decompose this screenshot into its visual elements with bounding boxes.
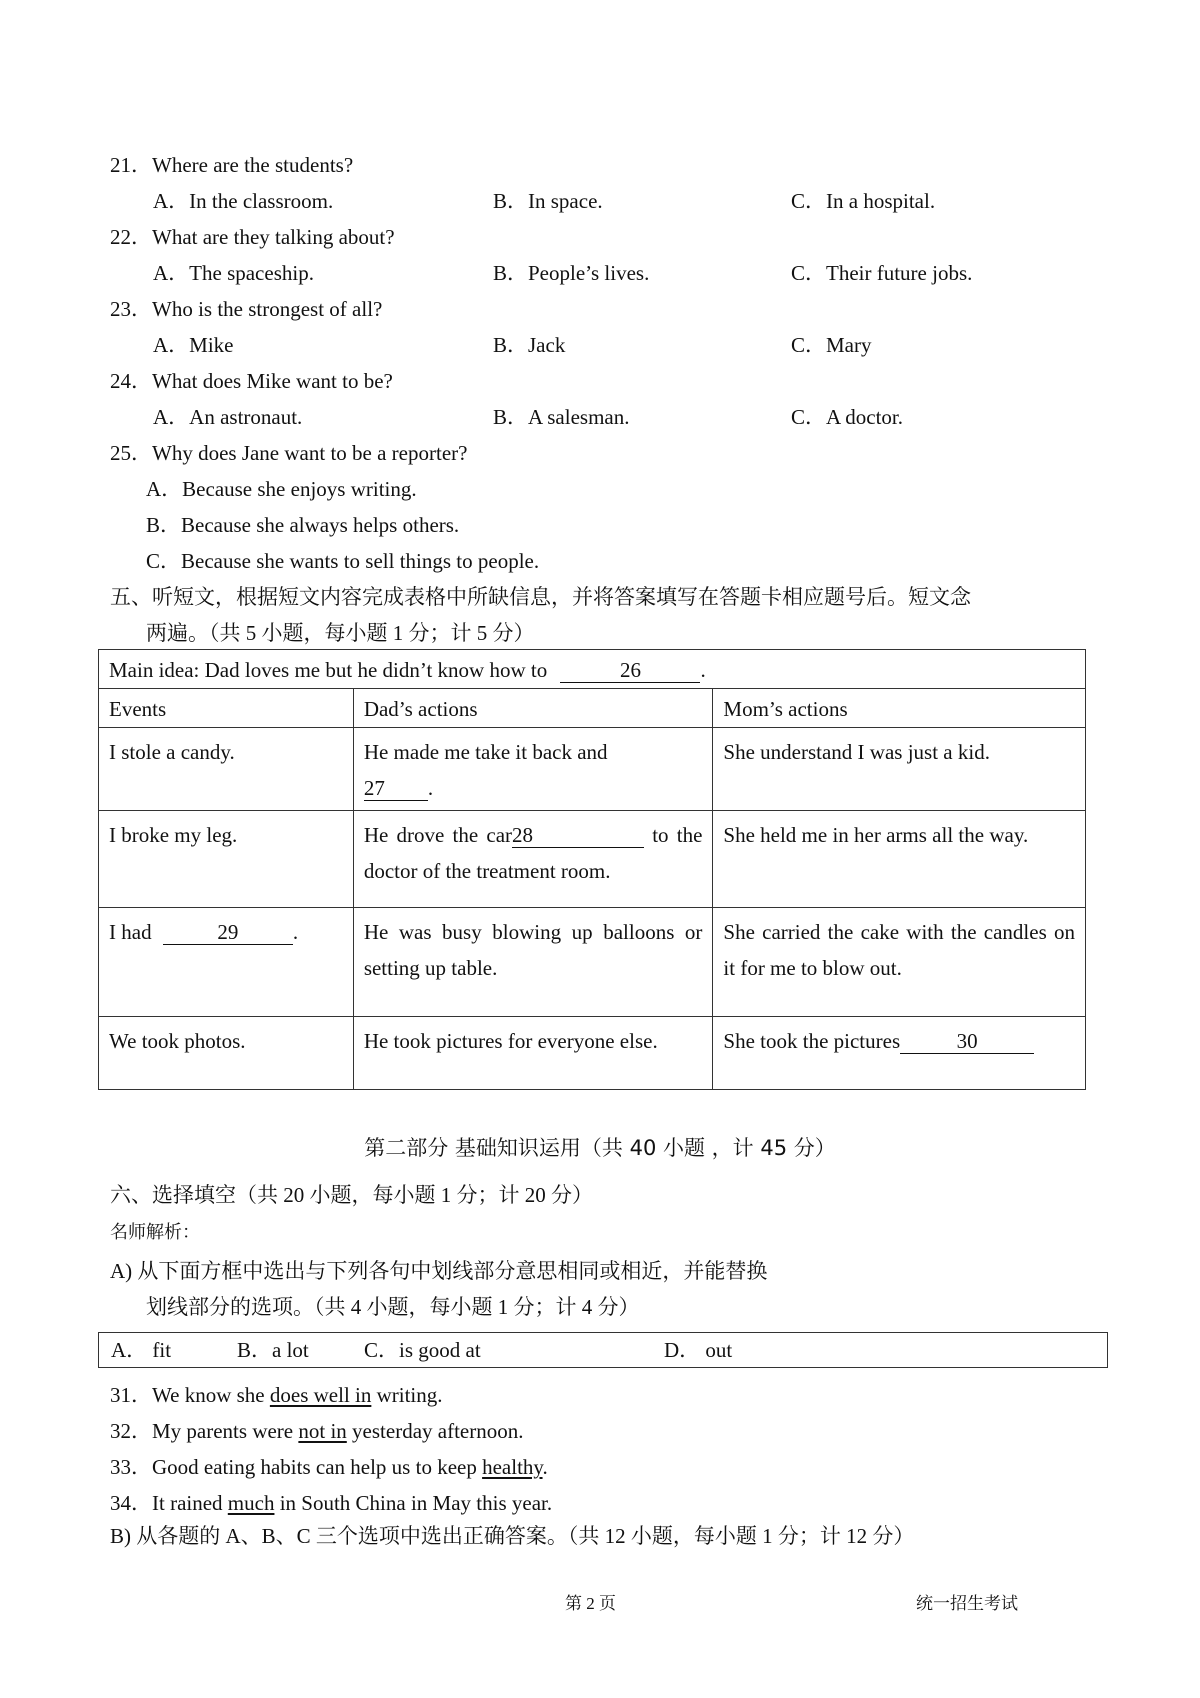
option-b: B．People’s lives.: [493, 261, 650, 285]
listening-table: [98, 649, 1086, 1090]
box-option-a: A． fit: [111, 1338, 172, 1362]
sentence-pre: 31．We know she: [110, 1383, 270, 1407]
dad-cell: He took pictures for everyone else.: [353, 1017, 713, 1090]
option-b: B．Jack: [493, 333, 566, 357]
dad-text-pre: He drove the car: [363, 823, 513, 847]
table-row: [99, 728, 1086, 811]
box-option-d: D． out: [664, 1338, 733, 1362]
page-number: 第 2 页: [565, 1594, 616, 1613]
option-a: A．An astronaut.: [153, 405, 303, 429]
part-title: 第二部分 基础知识运用（共 40 小题 ，计 45 分）: [364, 1136, 836, 1160]
event-end: .: [292, 920, 299, 944]
question-stem: 21．Where are the students?: [110, 153, 354, 177]
dad-end: .: [427, 776, 434, 800]
section-heading: 六、选择填空（共 20 小题，每小题 1 分；计 20 分）: [110, 1183, 593, 1207]
option-a: A．Mike: [153, 333, 234, 357]
sentence-item: [110, 1453, 548, 1481]
question-stem: 23．Who is the strongest of all?: [110, 297, 383, 321]
sentence-item: [110, 1417, 523, 1445]
instruction-line: A) 从下面方框中选出与下列各句中划线部分意思相同或相近，并能替换: [110, 1259, 768, 1283]
sentence-pre: 34．It rained: [110, 1491, 228, 1515]
table-row: [99, 908, 1086, 1017]
section-heading-b: B) 从各题的 A、B、C 三个选项中选出正确答案。（共 12 小题，每小题 1 分；计 12 分）: [110, 1524, 915, 1548]
underlined-phrase: not in: [298, 1419, 347, 1443]
sentence-pre: 32．My parents were: [110, 1419, 299, 1443]
table-row: [99, 1017, 1086, 1090]
mom-cell: She held me in her arms all the way.: [713, 811, 1086, 908]
option-c: C．Mary: [791, 333, 872, 357]
option-c: C．A doctor.: [791, 405, 904, 429]
box-option-b: B．a lot: [237, 1338, 309, 1362]
underlined-phrase: much: [227, 1491, 275, 1515]
event-text-pre: I had: [109, 920, 152, 944]
sentence-post: in South China in May this year.: [274, 1491, 553, 1515]
answer-blank-27[interactable]: 27: [364, 776, 428, 801]
sentence-item: [110, 1489, 552, 1517]
option-b: B．Because she always helps others.: [146, 513, 460, 537]
answer-blank-29[interactable]: 29: [163, 920, 293, 945]
box-option-c: C．is good at: [364, 1338, 481, 1362]
dad-cell: [353, 728, 713, 811]
teacher-note: 名师解析：: [110, 1222, 200, 1242]
sentence-pre: 33．Good eating habits can help us to keep: [110, 1455, 483, 1479]
question-stem: 25．Why does Jane want to be a reporter?: [110, 441, 468, 465]
question-stem: 22．What are they talking about?: [110, 225, 395, 249]
option-a: A．In the classroom.: [153, 189, 334, 213]
answer-blank-30[interactable]: 30: [900, 1029, 1034, 1054]
event-cell: I stole a candy.: [99, 728, 354, 811]
sentence-post: .: [542, 1455, 548, 1479]
event-cell: We took photos.: [99, 1017, 354, 1090]
mom-cell: She carried the cake with the candles on it for me to blow out.: [713, 908, 1086, 1017]
options-box: [98, 1332, 1108, 1368]
option-a: A．The spaceship.: [153, 261, 314, 285]
question-stem: 24．What does Mike want to be?: [110, 369, 393, 393]
mom-text-pre: She took the pictures: [723, 1029, 901, 1053]
sentence-post: writing.: [371, 1383, 443, 1407]
header-mom-actions: Mom’s actions: [713, 689, 1086, 728]
sentence-item: [110, 1381, 443, 1409]
instruction-line-cont: 划线部分的选项。（共 4 小题，每小题 1 分；计 4 分）: [146, 1295, 640, 1319]
option-a: A．Because she enjoys writing.: [146, 477, 417, 501]
answer-blank-26[interactable]: 26: [560, 658, 700, 683]
main-idea-end: .: [700, 658, 706, 682]
mom-cell: [713, 1017, 1086, 1090]
option-c: C．Their future jobs.: [791, 261, 973, 285]
main-idea-text: Main idea: Dad loves me but he didn’t know how to: [109, 658, 548, 682]
sentence-post: yesterday afternoon.: [346, 1419, 524, 1443]
dad-text-post: to the doctor of the treatment room.: [363, 823, 703, 883]
exam-label: 统一招生考试: [916, 1594, 1018, 1613]
option-c: C．Because she wants to sell things to people.: [146, 549, 540, 573]
main-idea-cell: [99, 650, 1086, 689]
header-events: Events: [99, 689, 354, 728]
section-heading: 五、听短文，根据短文内容完成表格中所缺信息，并将答案填写在答题卡相应题号后。短文念: [110, 585, 971, 609]
event-cell: I broke my leg.: [99, 811, 354, 908]
header-dad-actions: Dad’s actions: [353, 689, 713, 728]
answer-blank-28[interactable]: 28: [512, 823, 644, 848]
mom-cell: She understand I was just a kid.: [713, 728, 1086, 811]
option-b: B．In space.: [493, 189, 603, 213]
underlined-phrase: healthy: [482, 1455, 543, 1479]
dad-cell: [353, 811, 713, 908]
dad-cell: He was busy blowing up balloons or setting up table.: [353, 908, 713, 1017]
table-row: [99, 811, 1086, 908]
section-heading-cont: 两遍。（共 5 小题，每小题 1 分；计 5 分）: [146, 621, 535, 645]
option-b: B．A salesman.: [493, 405, 630, 429]
underlined-phrase: does well in: [269, 1383, 372, 1407]
option-c: C．In a hospital.: [791, 189, 936, 213]
event-cell: [99, 908, 354, 1017]
main-idea-row: [99, 650, 1086, 689]
header-row: [99, 689, 1086, 728]
dad-text: He made me take it back and: [363, 740, 608, 764]
